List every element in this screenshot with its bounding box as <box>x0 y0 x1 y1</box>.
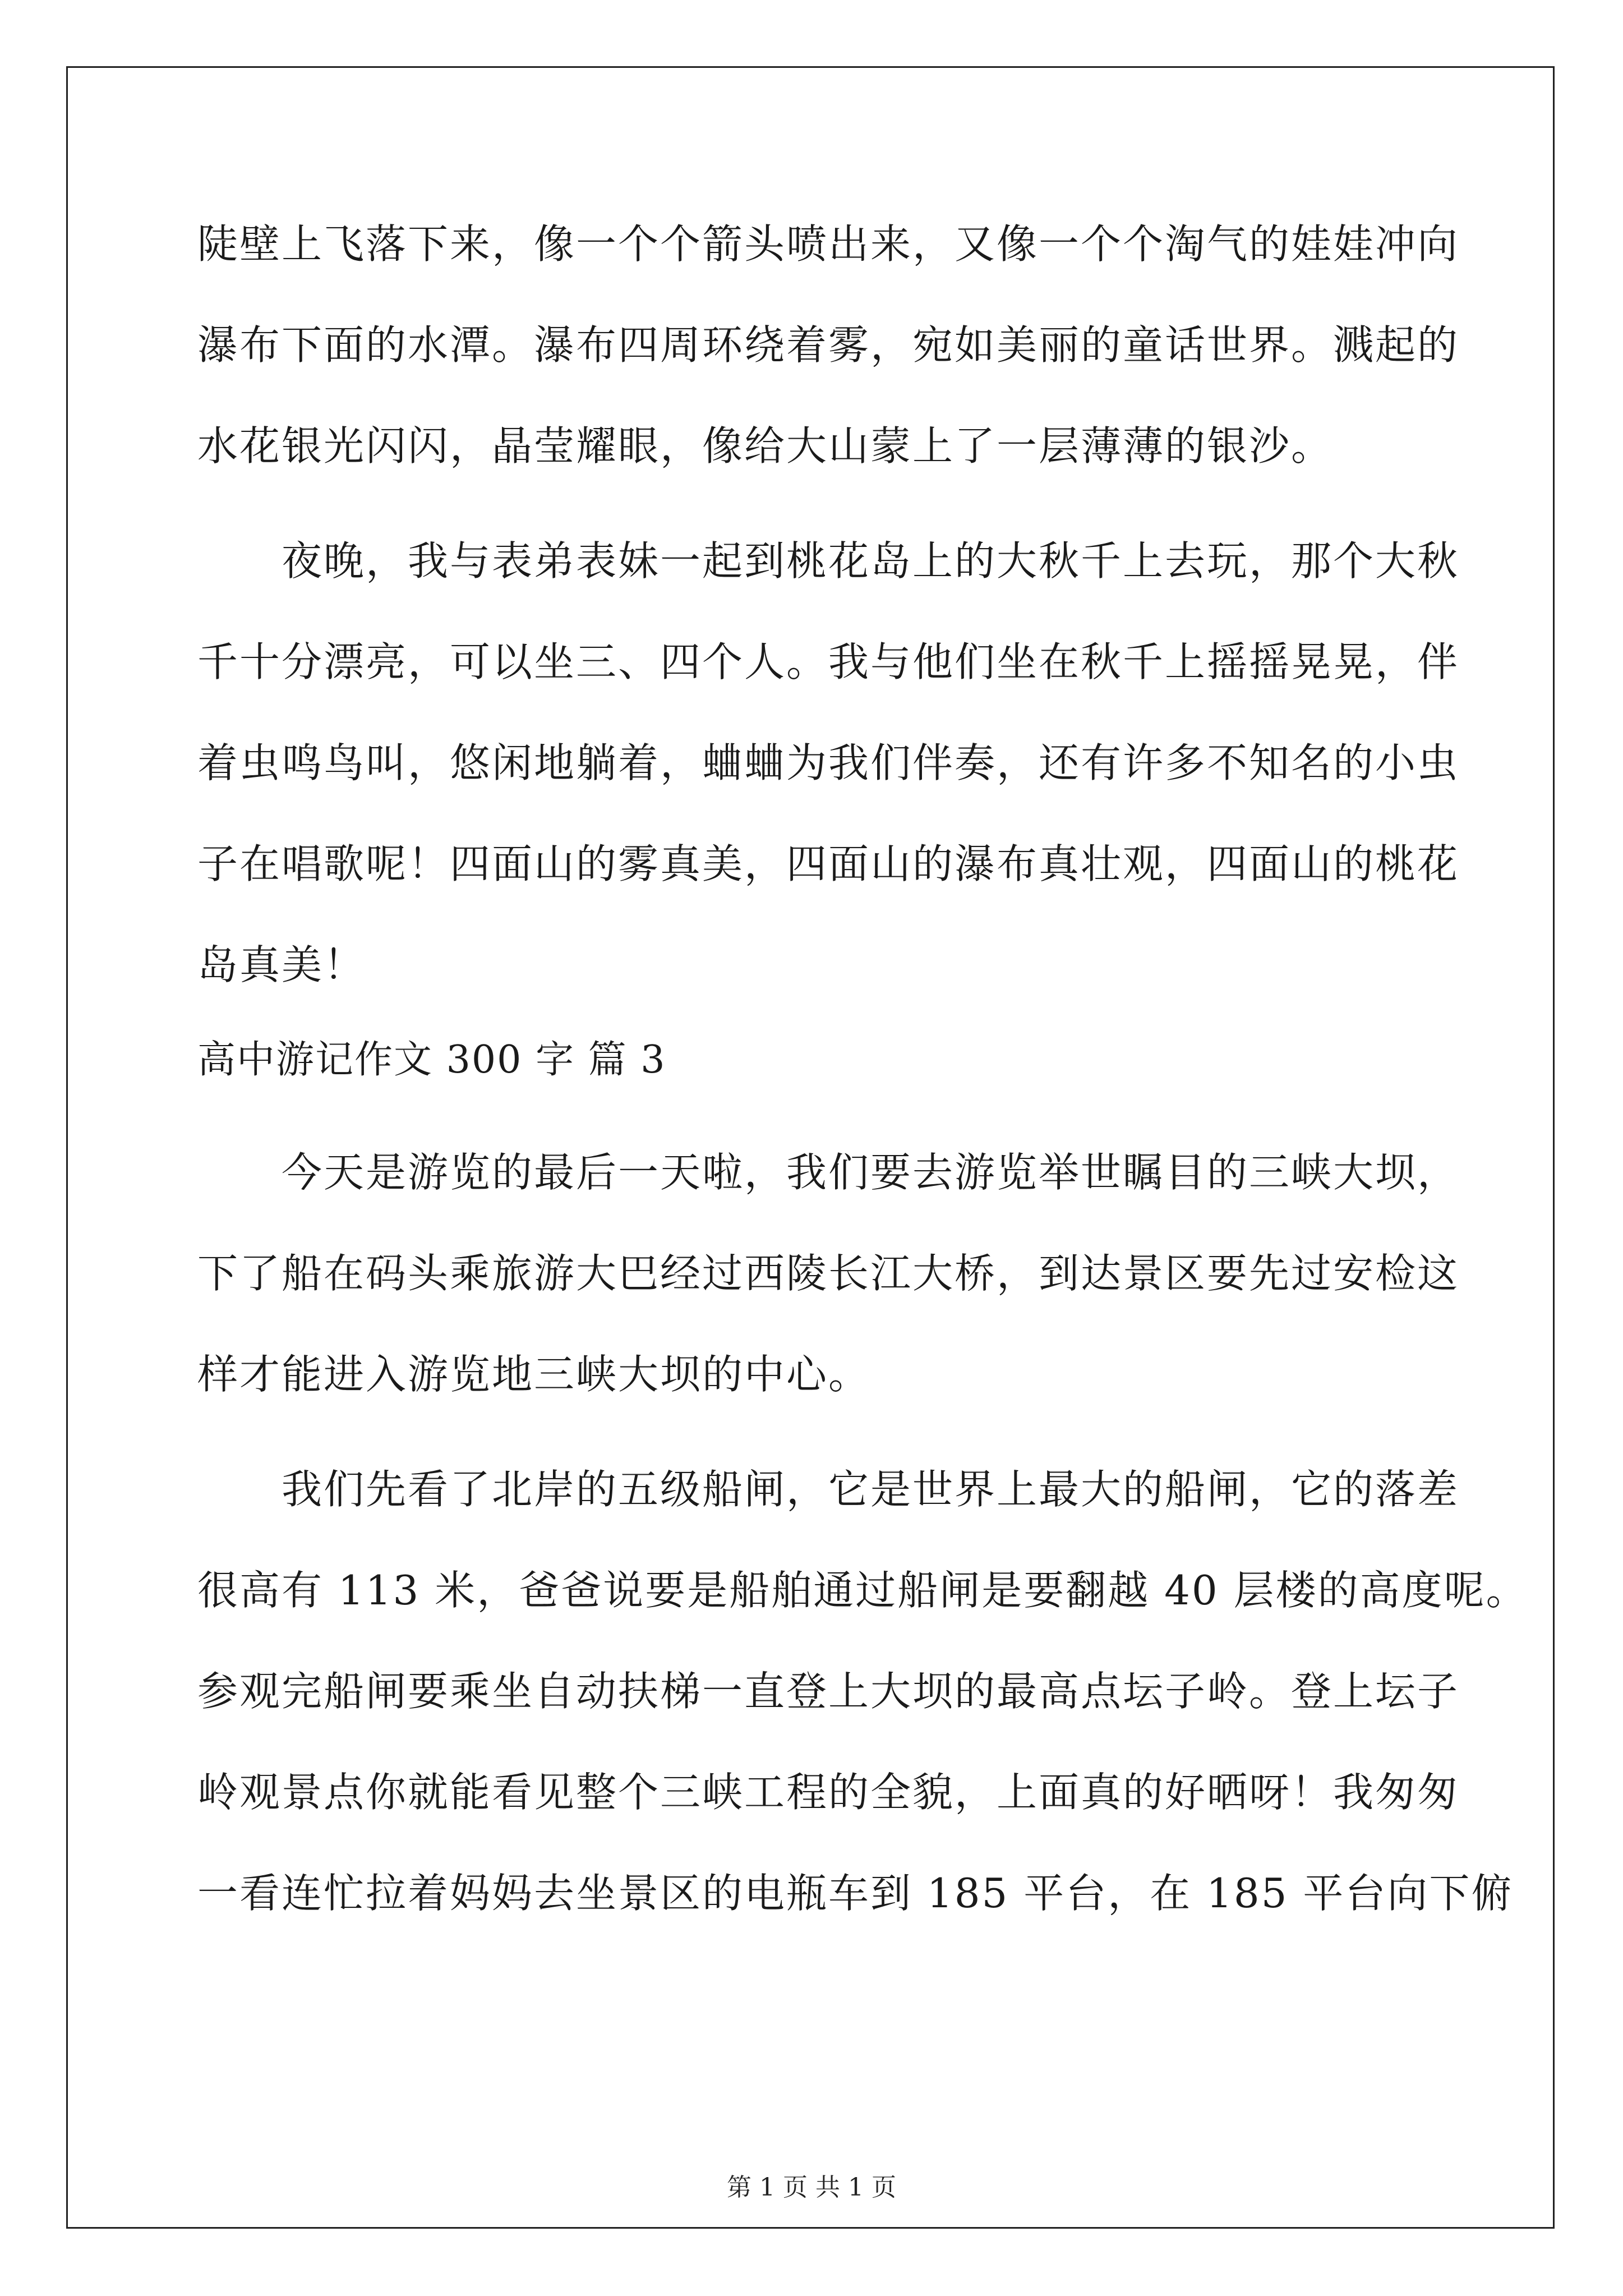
text-line: 岭观景点你就能看见整个三峡工程的全貌，上面真的好晒呀！我匆匆 <box>197 1769 1460 1816</box>
text-line: 下了船在码头乘旅游大巴经过西陵长江大桥，到达景区要先过安检这 <box>197 1250 1460 1297</box>
text-line: 夜晚，我与表弟表妹一起到桃花岛上的大秋千上去玩，那个大秋 <box>282 537 1460 585</box>
text-line: 子在唱歌呢！四面山的雾真美，四面山的瀑布真壮观，四面山的桃花 <box>197 840 1460 887</box>
text-line: 岛真美！ <box>197 941 366 988</box>
text-line: 参观完船闸要乘坐自动扶梯一直登上大坝的最高点坛子岭。登上坛子 <box>197 1668 1460 1715</box>
text-line: 很高有 113 米，爸爸说要是船舶通过船闸是要翻越 40 层楼的高度呢。 <box>197 1567 1528 1614</box>
text-line: 千十分漂亮，可以坐三、四个人。我与他们坐在秋千上摇摇晃晃，伴 <box>197 638 1460 685</box>
text-line: 样才能进入游览地三峡大坝的中心。 <box>197 1351 871 1398</box>
text-line: 我们先看了北岸的五级船闸，它是世界上最大的船闸，它的落差 <box>282 1466 1460 1513</box>
text-line: 陡壁上飞落下来，像一个个箭头喷出来，又像一个个淘气的娃娃冲向 <box>197 220 1460 268</box>
text-line: 今天是游览的最后一天啦，我们要去游览举世瞩目的三峡大坝， <box>282 1149 1460 1196</box>
text-line: 瀑布下面的水潭。瀑布四周环绕着雾，宛如美丽的童话世界。溅起的 <box>197 321 1460 369</box>
section-heading: 高中游记作文 300 字 篇 3 <box>197 1038 666 1082</box>
text-line: 一看连忙拉着妈妈去坐景区的电瓶车到 185 平台，在 185 平台向下俯 <box>197 1870 1514 1917</box>
text-line: 水花银光闪闪，晶莹耀眼，像给大山蒙上了一层薄薄的银沙。 <box>197 422 1334 470</box>
page-footer: 第 1 页 共 1 页 <box>727 2173 896 2202</box>
text-line: 着虫鸣鸟叫，悠闲地躺着，蛐蛐为我们伴奏，还有许多不知名的小虫 <box>197 739 1460 786</box>
